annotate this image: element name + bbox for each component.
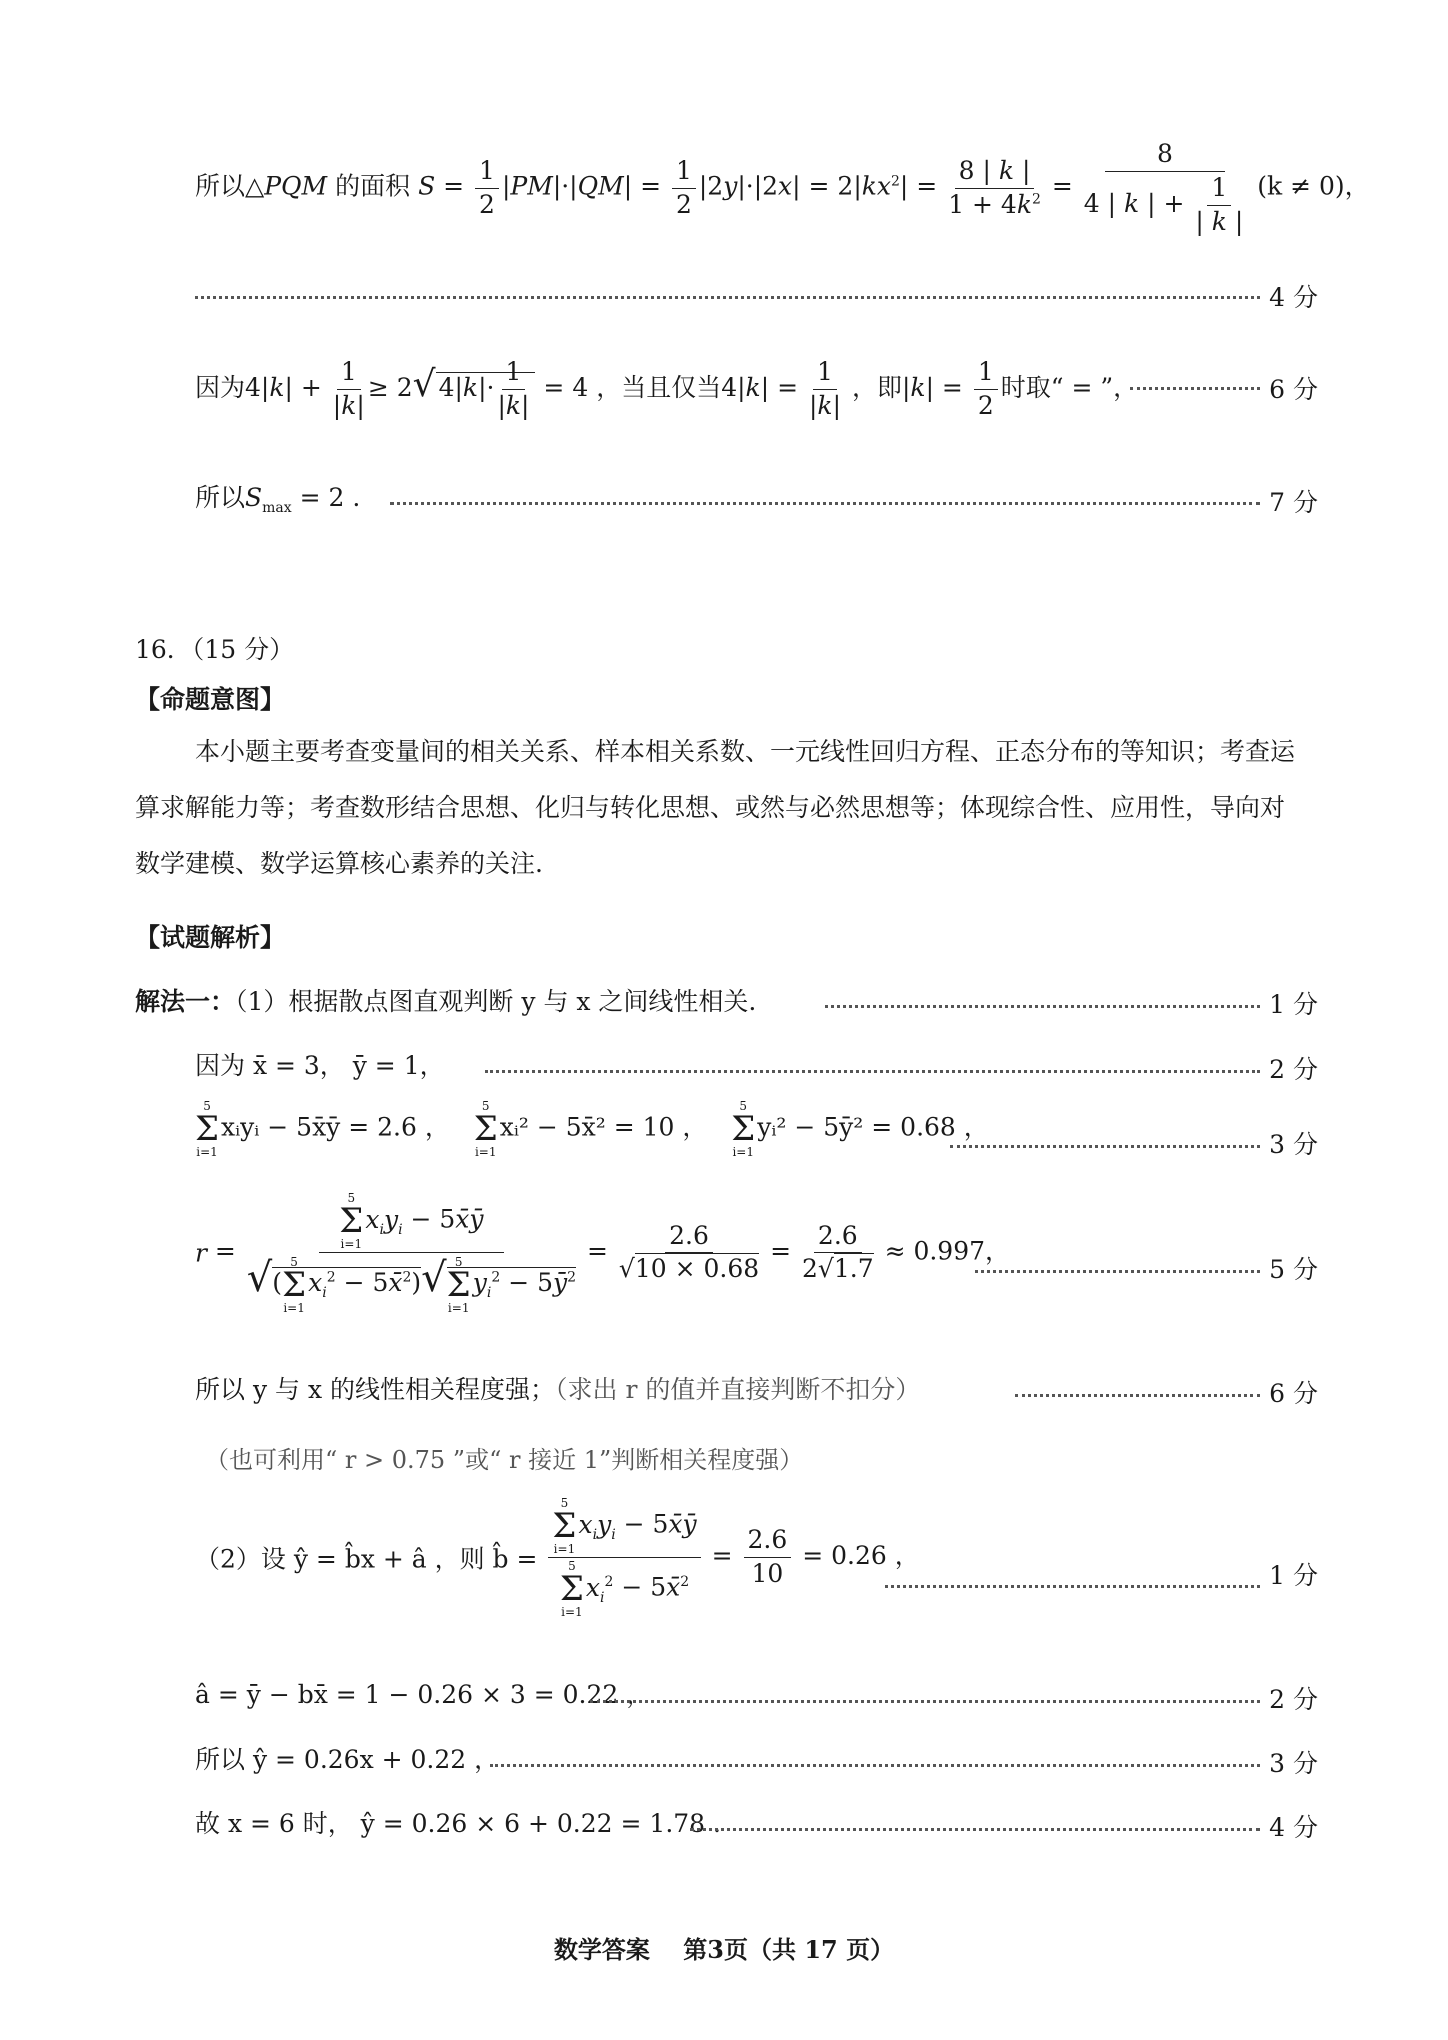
intent-heading: 【命题意图】 (135, 685, 286, 714)
score-label: 1 分 (1269, 990, 1318, 1019)
score-label: 4 分 (1269, 1813, 1318, 1842)
score-label: 7 分 (1269, 488, 1318, 517)
leader-dots (885, 1585, 1260, 1588)
analysis-heading: 【试题解析】 (135, 923, 286, 952)
score-label: 5 分 (1269, 1255, 1318, 1284)
score-label: 1 分 (1269, 1561, 1318, 1590)
leader-dots (975, 1270, 1260, 1273)
r-formula: r = 5 Σ i=1 $x_iy_i$ − 5x̄ȳ √( 5 Σ i=1 $x_i^2$ − 5x̄$^2$)√ 5 Σ i=1 $y_i^2$ − $5ȳ^2$ = $\frac{2.6}{√10 \times 0.68}$ = $\frac{2.6}{2√1.7}$ ≈ 0.997， (195, 1191, 1011, 1315)
leader-dots (950, 1145, 1260, 1148)
score-label: 4 分 (1269, 283, 1318, 312)
score-label: 2 分 (1269, 1685, 1318, 1714)
step1-line: 解法一：（1）根据散点图直观判断 y 与 x 之间线性相关. (135, 987, 757, 1016)
strong-correlation-line: 所以 y 与 x 的线性相关程度强；（求出 r 的值并直接判断不扣分） (195, 1375, 921, 1404)
prediction-line: 故 x = 6 时， ŷ = 0.26 × 6 + 0.22 = 1.78 . (195, 1809, 721, 1838)
leader-dots (490, 1764, 1260, 1767)
page-footer: 数学答案 第3页（共 17 页） (553, 1935, 895, 1964)
leader-dots (195, 296, 1260, 299)
leader-dots (485, 1070, 1260, 1073)
leader-dots (590, 1700, 1260, 1703)
sums-line: 5 Σ i=1 xᵢyᵢ − 5x̄ȳ = 2.6 ， 5 Σ i=1 xᵢ² − 5x̄² = 10 ， 5 Σ i=1 yᵢ² − 5ȳ² = 0.68 ， (195, 1099, 989, 1159)
a-hat-line: â = ȳ − bx̄ = 1 − 0.26 × 3 = 0.22 ， (195, 1680, 652, 1709)
leader-dots (825, 1005, 1260, 1008)
note-line: （也可利用“ r > 0.75 ”或“ r 接近 1”判断相关程度强） (205, 1446, 804, 1474)
area-formula: 所以△PQM 的面积 S = $\frac{1}{2}$ |PM|·|QM| = $\frac{1}{2}$ $|2y|\cdot|2x| = 2|kx^2|$ = $\frac{8 | k |}{1 + 4k^2}$ = 8 4 | k | + $\frac{1}{| k |}$ (k ≠ 0)， (195, 139, 1370, 236)
score-label: 6 分 (1269, 375, 1318, 404)
leader-dots (1130, 387, 1260, 390)
leader-dots (390, 502, 1260, 505)
leader-dots (690, 1828, 1260, 1831)
inequality-line: 因为4|k| + $\frac{1}{|k|}$ ≥ 2√ 4|k|· $\frac{1}{|k|}$ = 4 ，当且仅当4|k| = $\frac{1}{|k|}$ ，即|k| = $\frac{1}{2}$ 时取“ = ”， (195, 357, 1139, 420)
part2-line: （2）设 ŷ = b̂x + â ，则 b̂ = 5 Σ i=1 $x_iy_i$ − 5x̄ȳ 5 Σ i=1 $x_i^2$ − 5x̄$^2$ = $\frac{2.6}{10}$ = 0.26 ， (195, 1496, 920, 1619)
intent-paragraph: 本小题主要考查变量间的相关关系、样本相关系数、一元线性回归方程、正态分布的等知识；考查运算求解能力等；考查数形结合思想、化归与转化思想、或然与必然思想等；体现综合性、应用性，导向对数学建模、数学运算核心素养的关注. (135, 737, 1296, 878)
mean-line: 因为 x̄ = 3， ȳ = 1， (195, 1051, 445, 1080)
score-label: 2 分 (1269, 1055, 1318, 1084)
smax-line: 所以$S_{max} = 2$ . (195, 483, 361, 516)
score-label: 3 分 (1269, 1130, 1318, 1159)
score-label: 3 分 (1269, 1749, 1318, 1778)
leader-dots (1015, 1394, 1260, 1397)
score-label: 6 分 (1269, 1379, 1318, 1408)
y-hat-line: 所以 ŷ = 0.26x + 0.22 ， (195, 1745, 500, 1774)
question-title: 16．（15 分） (135, 635, 295, 664)
